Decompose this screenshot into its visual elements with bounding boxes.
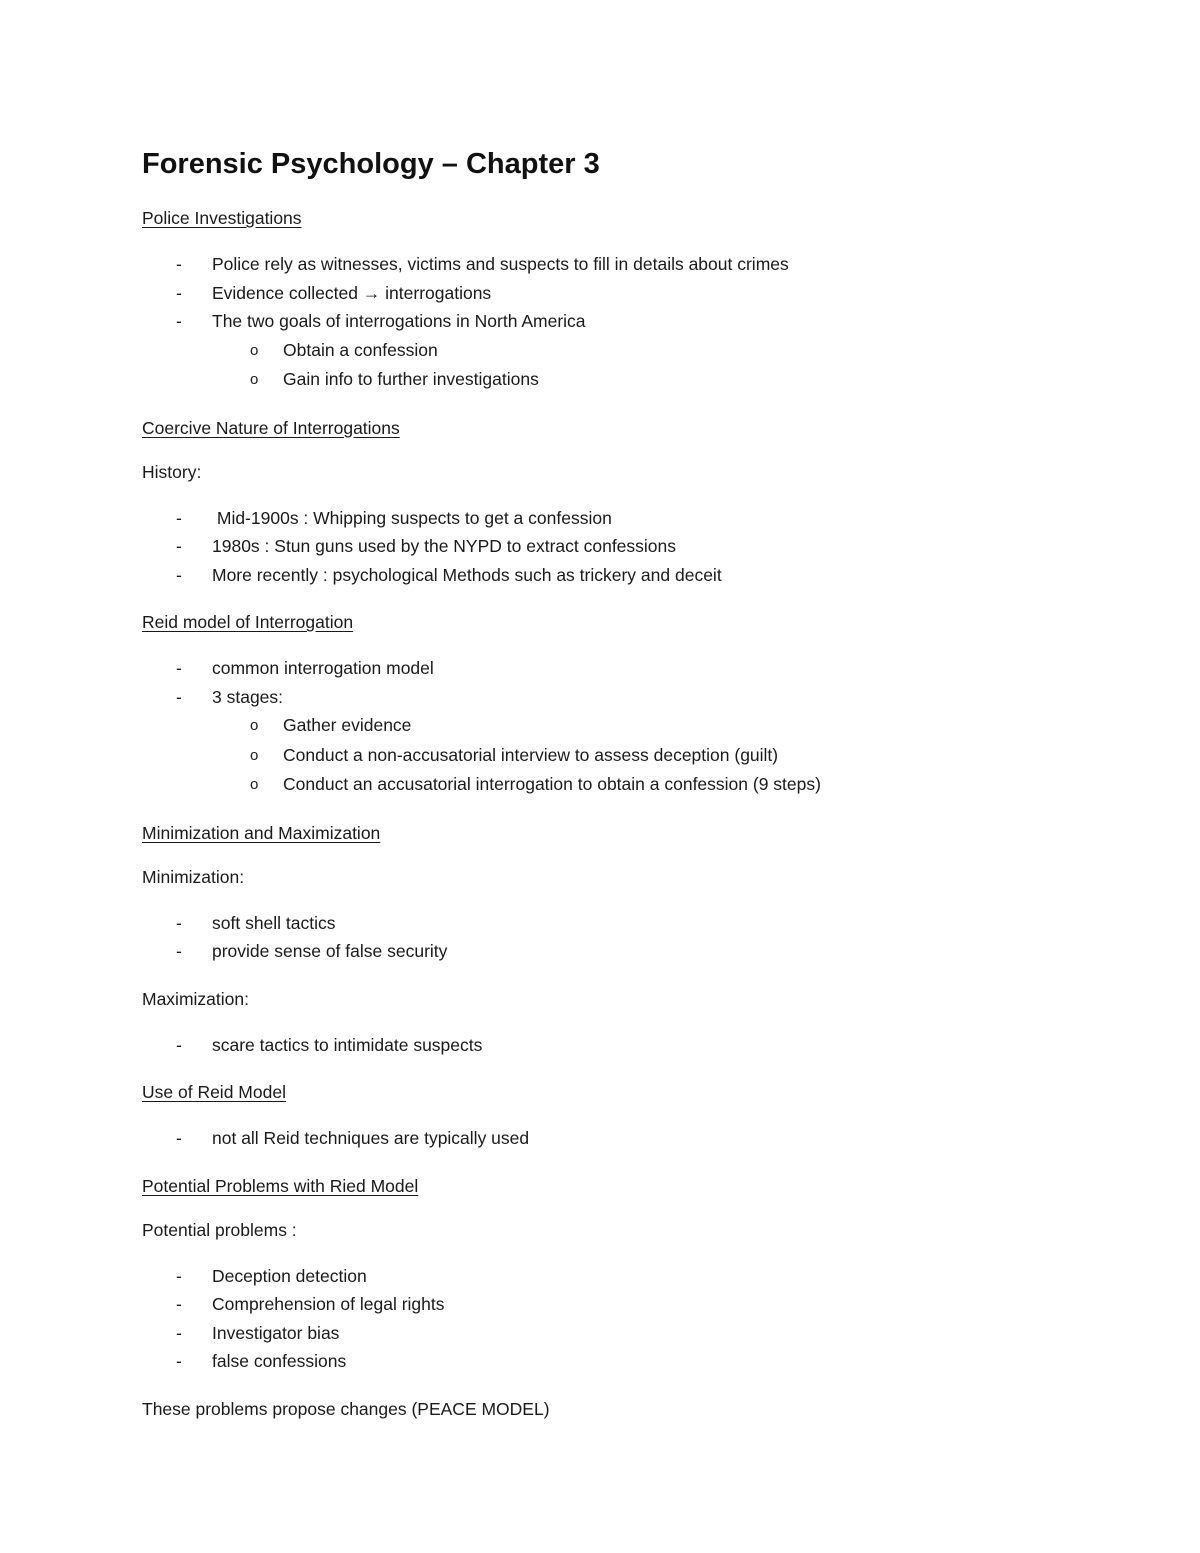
sub-list-item (142, 711, 1102, 741)
sub-list-item-text: Conduct a non-accusatorial interview to assess deception (guilt) (283, 744, 779, 765)
circle-bullet: o (250, 776, 259, 793)
list-item-text: More recently : psychological Methods such as trickery and deceit (212, 564, 722, 585)
list-item (142, 683, 1102, 800)
closing-statement: These problems propose changes (PEACE MODEL) (142, 1398, 550, 1419)
dash-bullet: - (176, 282, 182, 303)
list-item (142, 561, 1102, 590)
section-heading-use-of-reid-model: Use of Reid Model (142, 1082, 286, 1102)
dash-bullet: - (176, 1265, 182, 1286)
list-item-text: Evidence collected → interrogations (212, 282, 492, 303)
list-item-text: scare tactics to intimidate suspects (212, 1034, 483, 1055)
circle-bullet: o (250, 341, 259, 359)
list-item (142, 532, 1102, 561)
sub-list-item (142, 365, 1102, 395)
sub-list-item-text: Gain info to further investigations (283, 369, 539, 389)
dash-bullet: - (176, 1322, 182, 1343)
list-item-text: Comprehension of legal rights (212, 1294, 445, 1314)
list-item (142, 1262, 1102, 1291)
sub-list-item-text: Conduct an accusatorial interrogation to obtain a confession (9 steps) (283, 774, 821, 794)
list-item-text: Police rely as witnesses, victims and suspects to fill in details about crimes (212, 254, 789, 274)
sub-list-item-text: Obtain a confession (283, 339, 438, 360)
list-item (142, 279, 1102, 308)
dash-bullet: - (176, 507, 182, 528)
potential-problems-label: Potential problems : (142, 1219, 297, 1240)
list-item (142, 909, 1102, 938)
reid-stages-sublist (142, 711, 1102, 800)
sub-list-item (142, 770, 1102, 800)
sub-list-item (142, 336, 1102, 366)
list-item (142, 504, 1102, 533)
list-item (142, 250, 1102, 279)
dash-bullet: - (176, 686, 182, 707)
history-label: History: (142, 461, 202, 482)
reid-model-list (142, 654, 1102, 800)
dash-bullet: - (176, 254, 182, 274)
interrogation-goals-sublist (142, 336, 1102, 395)
list-item-text: not all Reid techniques are typically used (212, 1128, 530, 1148)
list-item-text: Investigator bias (212, 1322, 340, 1343)
section-heading-potential-problems: Potential Problems with Ried Model (142, 1175, 419, 1196)
list-item (142, 1124, 1102, 1153)
list-item-text: The two goals of interrogations in North America (212, 311, 586, 331)
potential-problems-list (142, 1262, 1102, 1376)
list-item-text: Mid-1900s : Whipping suspects to get a confession (212, 507, 612, 528)
sub-list-item (142, 741, 1102, 771)
police-investigations-list (142, 250, 1102, 395)
dash-bullet: - (176, 1294, 182, 1314)
maximization-label: Maximization: (142, 988, 249, 1009)
dash-bullet: - (176, 1034, 182, 1055)
dash-bullet: - (176, 658, 182, 678)
use-of-reid-list (142, 1124, 1102, 1153)
sub-list-item-text: Gather evidence (283, 715, 412, 735)
dash-bullet: - (176, 1128, 182, 1148)
list-item (142, 1319, 1102, 1348)
history-list (142, 504, 1102, 590)
section-heading-reid-model: Reid model of Interrogation (142, 612, 354, 632)
list-item-text: 1980s : Stun guns used by the NYPD to extract confessions (212, 536, 677, 556)
list-item (142, 937, 1102, 966)
circle-bullet: o (250, 746, 259, 764)
list-item-text: Deception detection (212, 1265, 367, 1286)
dash-bullet: - (176, 941, 182, 961)
maximization-list (142, 1031, 1102, 1060)
dash-bullet: - (176, 564, 182, 585)
list-item (142, 307, 1102, 395)
list-item-text: 3 stages: (212, 686, 284, 707)
circle-bullet: o (250, 371, 259, 388)
list-item-text: common interrogation model (212, 658, 434, 678)
list-item (142, 1031, 1102, 1060)
dash-bullet: - (176, 912, 182, 933)
section-heading-minimization-maximization: Minimization and Maximization (142, 822, 381, 843)
list-item (142, 654, 1102, 683)
document-body (142, 144, 1102, 1441)
dash-bullet: - (176, 1351, 182, 1371)
minimization-list (142, 909, 1102, 966)
list-item-text: soft shell tactics (212, 912, 336, 933)
dash-bullet: - (176, 536, 182, 556)
list-item-text: false confessions (212, 1351, 347, 1371)
list-item (142, 1290, 1102, 1319)
dash-bullet: - (176, 311, 182, 331)
section-heading-police-investigations: Police Investigations (142, 208, 302, 228)
document-title: Forensic Psychology – Chapter 3 (142, 148, 600, 180)
section-heading-coercive-nature: Coercive Nature of Interrogations (142, 417, 400, 438)
minimization-label: Minimization: (142, 866, 245, 887)
list-item-text: provide sense of false security (212, 941, 448, 961)
list-item (142, 1347, 1102, 1376)
circle-bullet: o (250, 717, 259, 734)
